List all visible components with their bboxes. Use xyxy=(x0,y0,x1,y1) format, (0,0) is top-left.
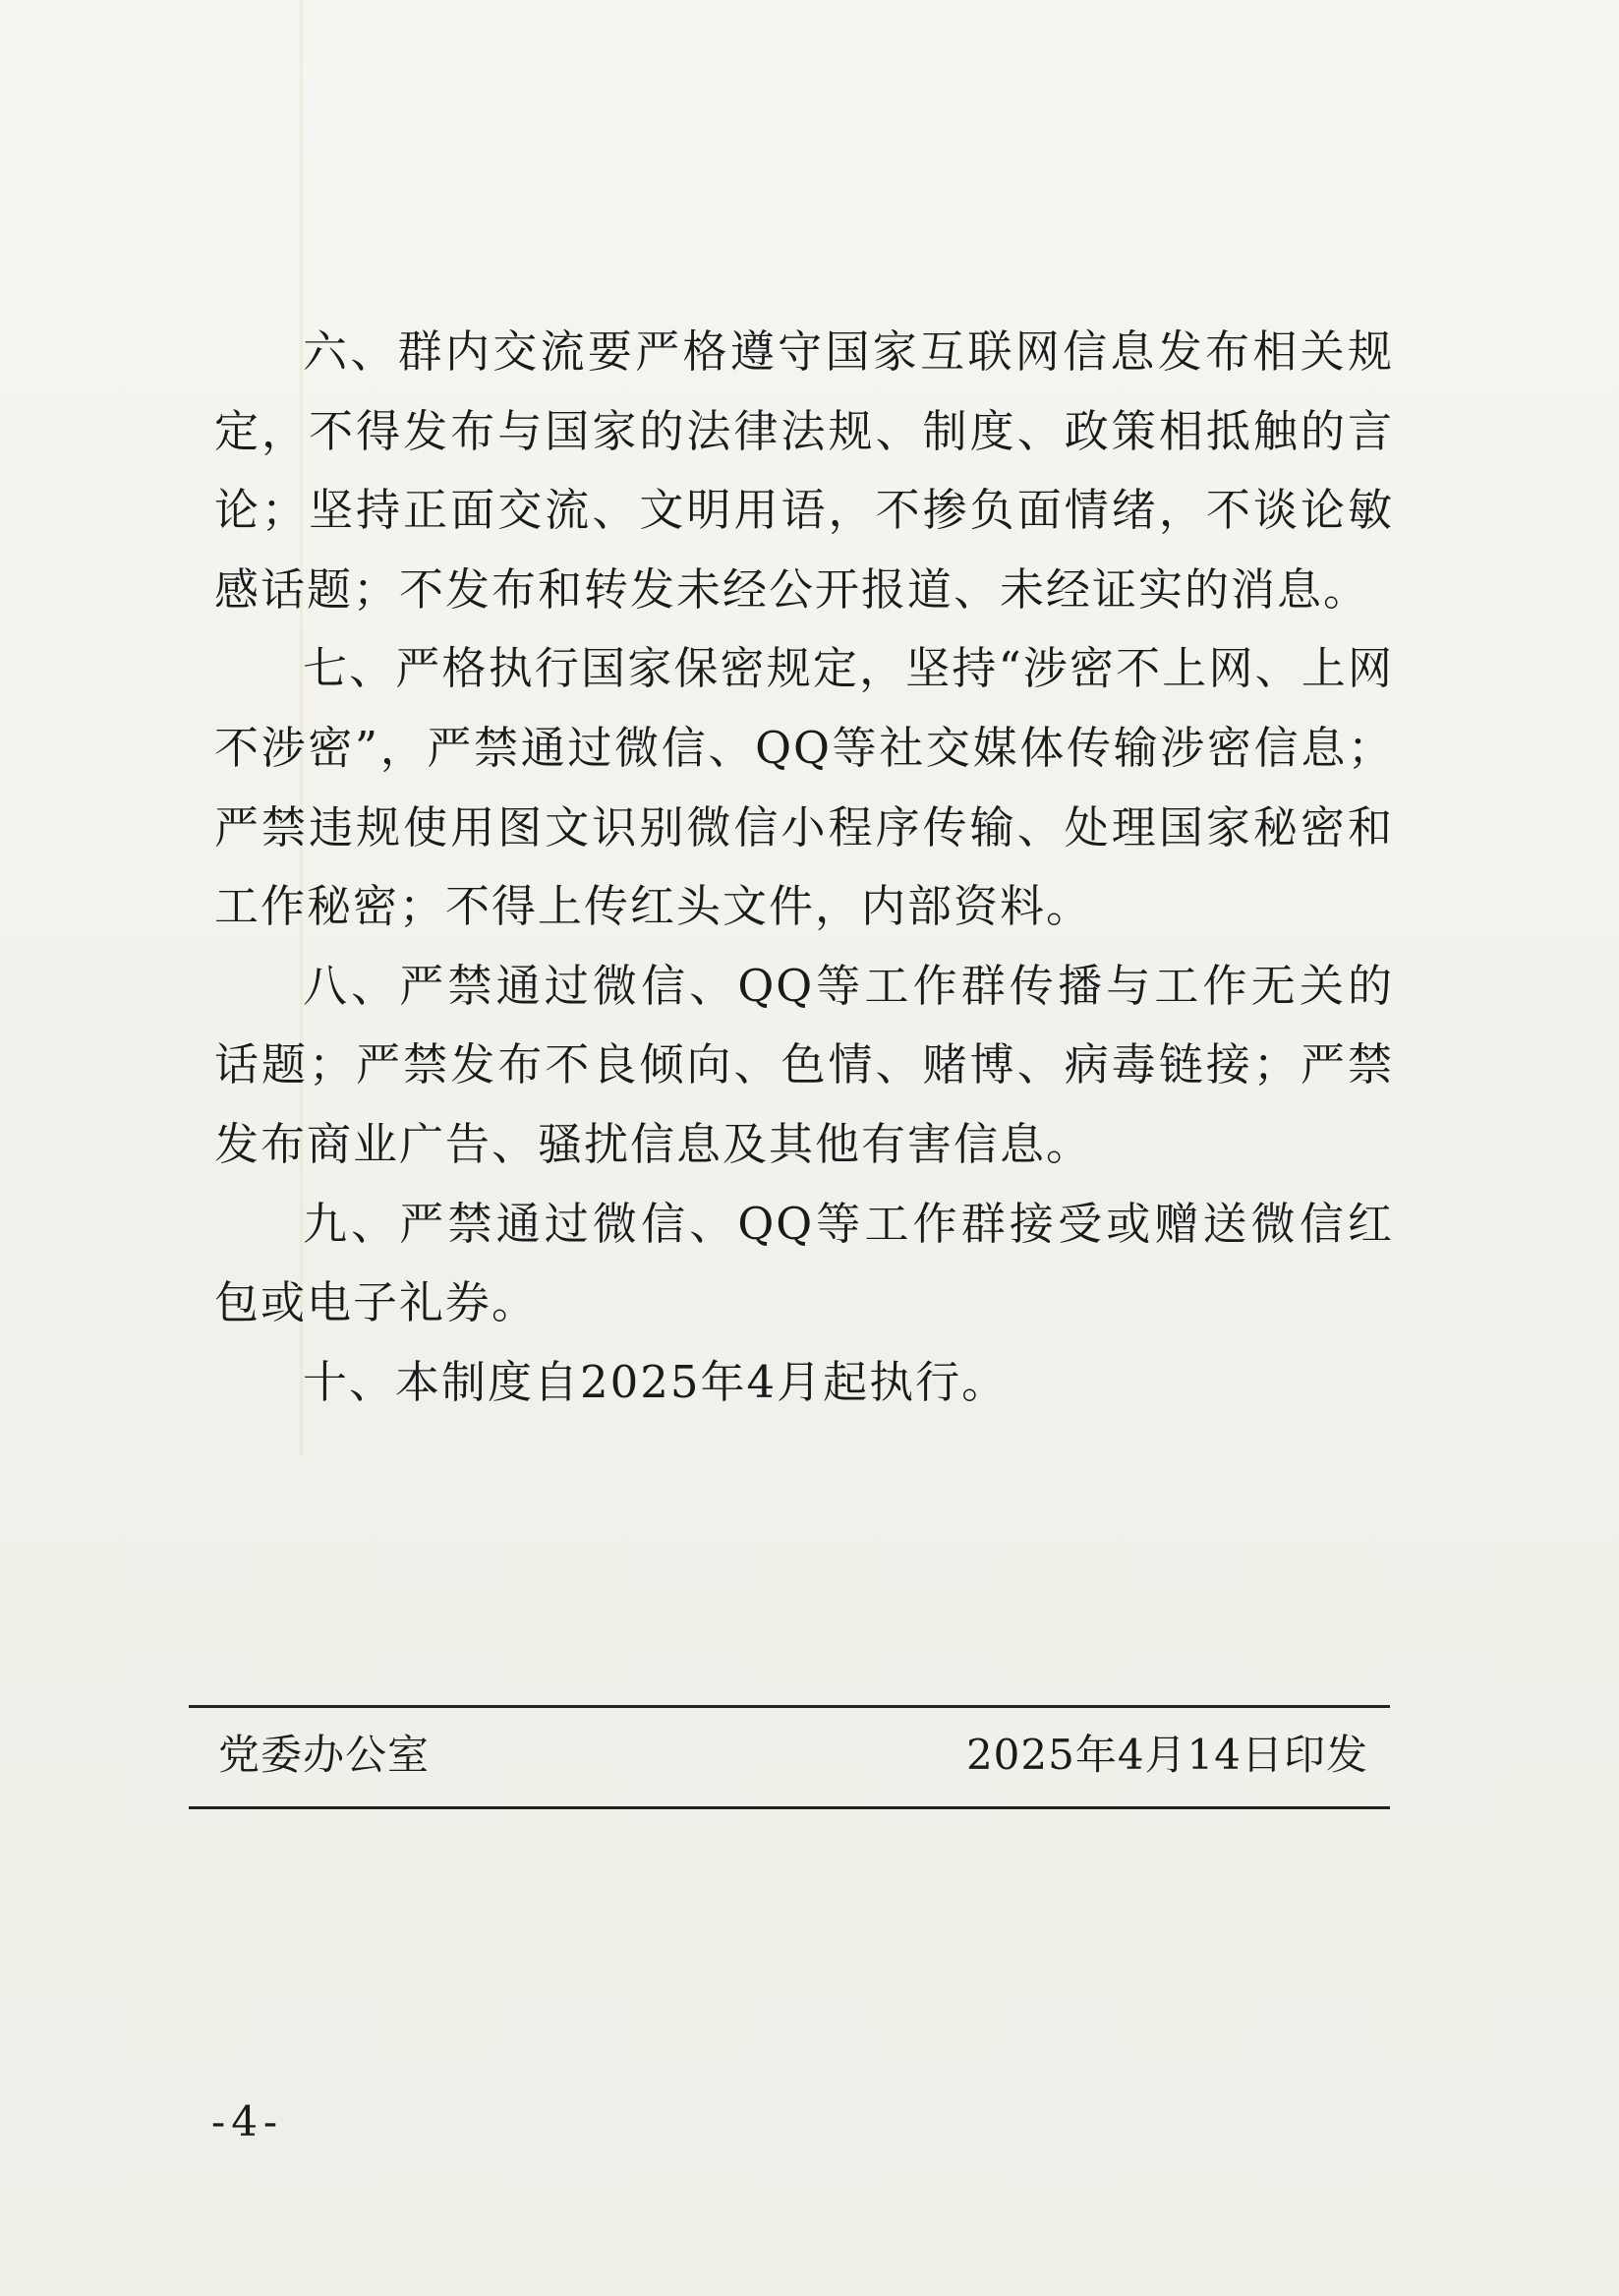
document-body xyxy=(214,313,1394,1422)
issue-date: 2025年4月14日印发 xyxy=(965,1731,1368,1779)
issuer-name: 党委办公室 xyxy=(218,1731,431,1779)
footer-top-rule xyxy=(189,1705,1390,1708)
clause-7: 七、严格执行国家保密规定，坚持“涉密不上网、上网不涉密”，严禁通过微信、QQ等社交媒体传输涉密信息；严禁违规使用图文识别微信小程序传输、处理国家秘密和工作秘密；不得上传红头文件，内部资料。 xyxy=(214,642,1394,933)
footer-bottom-rule xyxy=(189,1806,1390,1809)
clause-6: 六、群内交流要严格遵守国家互联网信息发布相关规定，不得发布与国家的法律法规、制度、政策相抵触的言论；坚持正面交流、文明用语，不掺负面情绪，不谈论敏感话题；不发布和转发未经公开报道、未经证实的消息。 xyxy=(214,325,1394,616)
clause-8: 八、严禁通过微信、QQ等工作群传播与工作无关的话题；严禁发布不良倾向、色情、赌博、病毒链接；严禁发布商业广告、骚扰信息及其他有害信息。 xyxy=(214,959,1394,1170)
issuance-footer xyxy=(218,1721,1368,1790)
page-number: -4- xyxy=(211,2097,284,2146)
clause-10: 十、本制度自2025年4月起执行。 xyxy=(303,1355,1009,1408)
clause-9: 九、严禁通过微信、QQ等工作群接受或赠送微信红包或电子礼券。 xyxy=(214,1197,1394,1329)
